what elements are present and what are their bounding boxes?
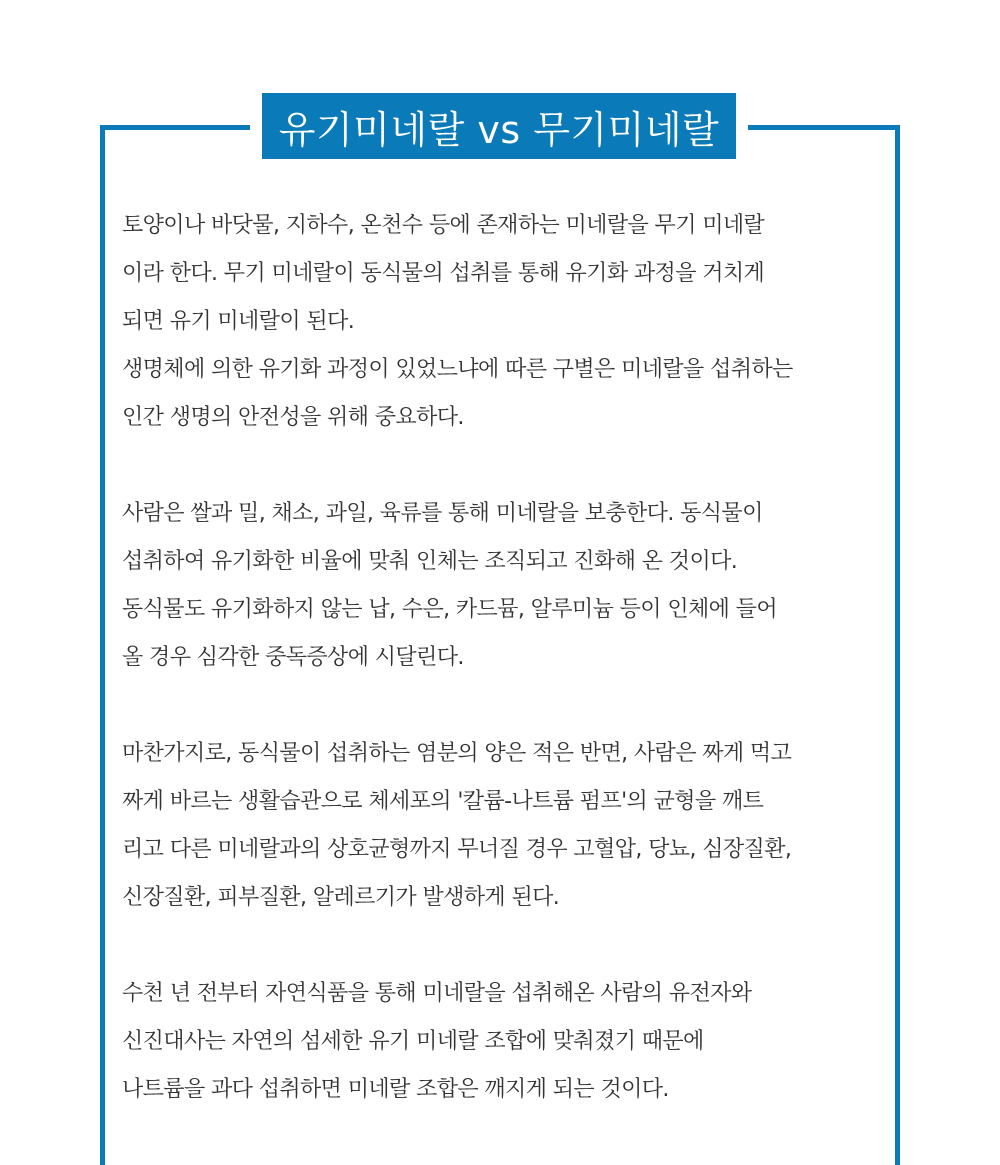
text-line: 짜게 바르는 생활습관으로 체세포의 '칼륨-나트륨 펌프'의 균형을 깨트 <box>122 789 764 814</box>
text-line: 사람은 쌀과 밀, 채소, 과일, 육류를 통해 미네랄을 보충한다. 동식물이 <box>122 501 763 526</box>
paragraph-gap <box>122 442 892 490</box>
text-line: 올 경우 심각한 중독증상에 시달린다. <box>122 645 464 670</box>
text-line: 생명체에 의한 유기화 과정이 있었느냐에 따른 구별은 미네랄을 섭취하는 <box>122 357 793 382</box>
paragraph-gap <box>122 682 892 730</box>
paragraph <box>122 730 892 922</box>
paragraph <box>122 202 892 442</box>
text-line: 되면 유기 미네랄이 된다. <box>122 309 355 334</box>
text-line: 토양이나 바닷물, 지하수, 온천수 등에 존재하는 미네랄을 무기 미네랄 <box>122 213 765 238</box>
text-line: 마찬가지로, 동식물이 섭취하는 염분의 양은 적은 반면, 사람은 짜게 먹고 <box>122 741 792 766</box>
text-line: 신진대사는 자연의 섬세한 유기 미네랄 조합에 맞춰졌기 때문에 <box>122 1029 704 1054</box>
text-line: 인간 생명의 안전성을 위해 중요하다. <box>122 405 464 430</box>
page-title: 유기미네랄 vs 무기미네랄 <box>262 93 736 159</box>
text-line: 이라 한다. 무기 미네랄이 동식물의 섭취를 통해 유기화 과정을 거치게 <box>122 261 765 286</box>
paragraph-gap <box>122 922 892 970</box>
text-line: 나트륨을 과다 섭취하면 미네랄 조합은 깨지게 되는 것이다. <box>122 1077 669 1102</box>
paragraph <box>122 490 892 682</box>
text-line: 동식물도 유기화하지 않는 납, 수은, 카드뮴, 알루미늄 등이 인체에 들어 <box>122 597 777 622</box>
text-line: 섭취하여 유기화한 비율에 맞춰 인체는 조직되고 진화해 온 것이다. <box>122 549 738 574</box>
paragraph <box>122 970 892 1114</box>
text-line: 수천 년 전부터 자연식품을 통해 미네랄을 섭취해온 사람의 유전자와 <box>122 981 752 1006</box>
text-line: 신장질환, 피부질환, 알레르기가 발생하게 된다. <box>122 885 560 910</box>
body-text <box>122 202 892 1114</box>
text-line: 리고 다른 미네랄과의 상호균형까지 무너질 경우 고혈압, 당뇨, 심장질환, <box>122 837 792 862</box>
